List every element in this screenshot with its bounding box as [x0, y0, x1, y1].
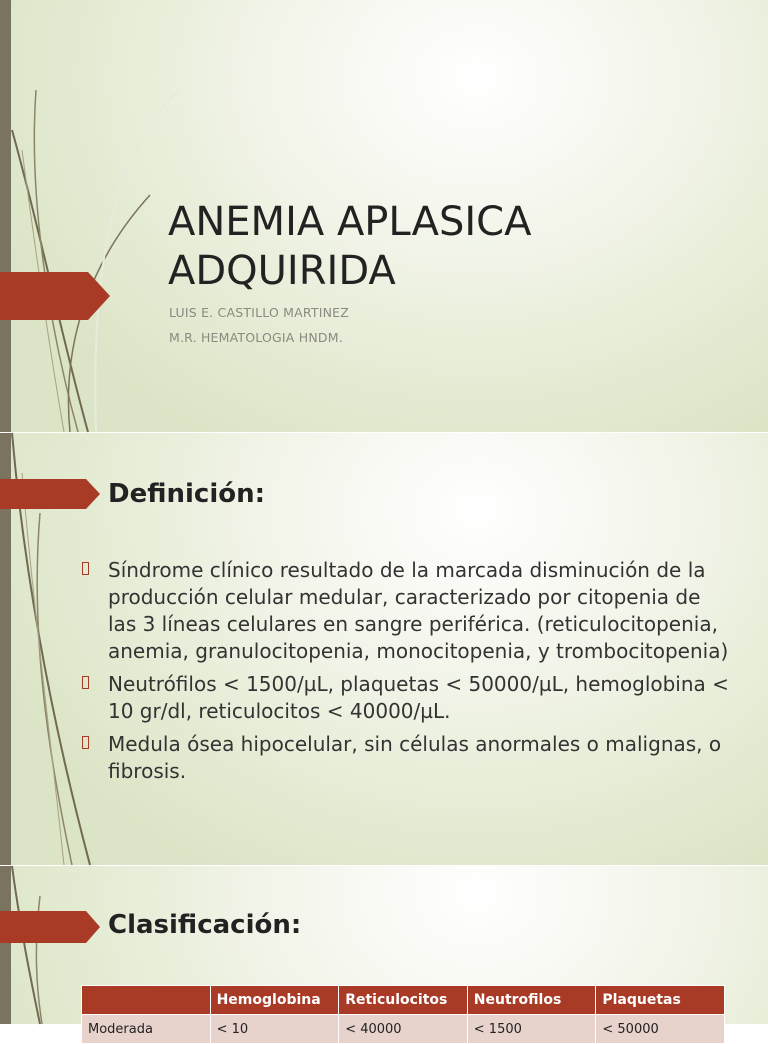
- table-cell: Moderada: [82, 1015, 211, 1044]
- author-affiliation: M.R. HEMATOLOGIA HNDM.: [169, 330, 343, 345]
- table-cell: < 40000: [339, 1015, 468, 1044]
- table-cell: < 1500: [467, 1015, 596, 1044]
- table-cell: < 50000: [596, 1015, 725, 1044]
- table-header-cell: Reticulocitos: [339, 986, 468, 1015]
- table-header-cell: Hemoglobina: [210, 986, 339, 1015]
- title-line-2: ADQUIRIDA: [168, 248, 396, 294]
- list-item: [82, 671, 732, 725]
- classification-slide: [0, 866, 768, 1037]
- list-item-text: Síndrome clínico resultado de la marcada disminución de la producción celular medular, caracterizado por citopenia de las 3 líneas celulares en sangre periférica. (reticulocitopenia, anemia, granulocitopenia, monocitopenia, y trombocitopenia): [108, 558, 729, 663]
- slide-title: [168, 198, 728, 296]
- slide-heading: Definición:: [108, 479, 266, 509]
- definition-list: [82, 557, 732, 791]
- slide-heading: Clasificación:: [108, 910, 302, 940]
- title-line-1: ANEMIA APLASICA: [168, 199, 532, 245]
- classification-table: [81, 985, 725, 1044]
- list-item: [82, 557, 732, 665]
- title-accent-tab: [0, 272, 110, 320]
- bullet-icon: [82, 676, 89, 689]
- table-header-cell: Neutrofilos: [467, 986, 596, 1015]
- title-slide: [0, 0, 768, 432]
- list-item: [82, 731, 732, 785]
- heading-accent-tab: [0, 479, 100, 509]
- table-header-row: [82, 986, 725, 1015]
- heading-accent-tab: [0, 911, 100, 943]
- list-item-text: Medula ósea hipocelular, sin células anormales o malignas, o fibrosis.: [108, 732, 722, 783]
- table-row: [82, 1015, 725, 1044]
- table-header-cell: Plaquetas: [596, 986, 725, 1015]
- table-header-cell: [82, 986, 211, 1015]
- table-cell: < 10: [210, 1015, 339, 1044]
- list-item-text: Neutrófilos < 1500/µL, plaquetas < 50000/µL, hemoglobina < 10 gr/dl, reticulocitos < 40000/µL.: [108, 672, 729, 723]
- bullet-icon: [82, 562, 89, 575]
- definition-slide: [0, 433, 768, 865]
- author-name: LUIS E. CASTILLO MARTINEZ: [169, 305, 350, 320]
- bullet-icon: [82, 736, 89, 749]
